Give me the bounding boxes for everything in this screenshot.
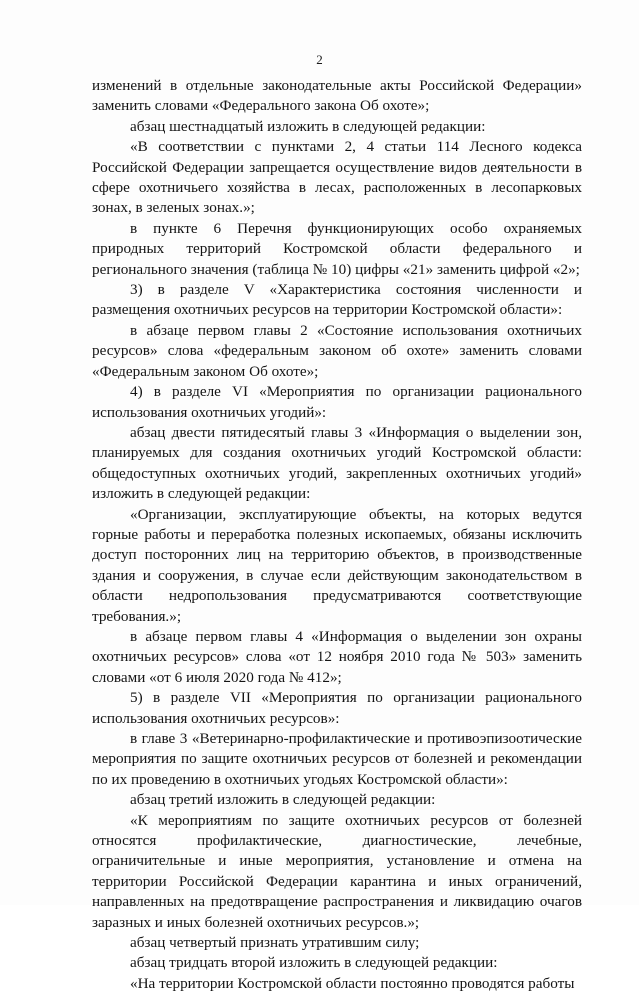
paragraph: абзац двести пятидесятый главы 3 «Информация о выделении зон, планируемых для создания охотничьих угодий Костромской области: общедоступных охотничьих угодий, закрепленных охотничьих угодий» изложить в следующей редакции:	[92, 423, 582, 503]
paragraph: абзац тридцать второй изложить в следующей редакции:	[130, 954, 498, 972]
paragraph: 4) в разделе VI «Мероприятия по организации рационального использования охотничьих угодий»:	[92, 383, 582, 421]
page-number: 2	[316, 52, 323, 67]
paragraph: «К мероприятиям по защите охотничьих ресурсов от болезней относятся профилактические, диагностические, лечебные, ограничительные и иные мероприятия, установление и отмена на территории Российской Федерации карантина и иных ограничений, направленных на предотвращение распространения и ликвидацию очагов заразных и иных болезней охотничьих ресурсов.»;	[92, 811, 582, 931]
paragraph: в пункте 6 Перечня функционирующих особо охраняемых природных территорий Костромской области федерального и регионального значения (таблица № 10) цифры «21» заменить цифрой «2»;	[92, 219, 582, 278]
paragraph: 5) в разделе VII «Мероприятия по организации рационального использования охотничьих ресурсов»:	[92, 689, 582, 727]
paragraph: изменений в отдельные законодательные акты Российской Федерации» заменить словами «Федерального закона Об охоте»;	[92, 77, 582, 115]
document-body	[92, 76, 582, 994]
paragraph: абзац четвертый признать утратившим силу;	[130, 934, 420, 952]
paragraph: в главе 3 «Ветеринарно-профилактические и противоэпизоотические мероприятия по защите охотничьих ресурсов от болезней и рекомендации по их проведению в охотничьих угодьях Костромской области»:	[92, 730, 582, 788]
paragraph: 3) в разделе V «Характеристика состояния численности и размещения охотничьих ресурсов на территории Костромской области»:	[92, 281, 582, 319]
paragraph: «На территории Костромской области постоянно проводятся работы	[130, 974, 575, 992]
paragraph: абзац третий изложить в следующей редакции:	[130, 791, 436, 809]
paragraph: абзац шестнадцатый изложить в следующей редакции:	[130, 117, 486, 135]
paragraph: в абзаце первом главы 2 «Состояние использования охотничьих ресурсов» слова «федеральным законом об охоте» заменить словами «Федеральным законом Об охоте»;	[92, 321, 582, 380]
paragraph: «Организации, эксплуатирующие объекты, на которых ведутся горные работы и переработка полезных ископаемых, обязаны исключить доступ посторонних лиц на территорию объектов, в производственные здания и сооружения, в случае если действующим законодательством в области недропользования предусматриваются соответствующие требования.»;	[92, 505, 582, 625]
paragraph: в абзаце первом главы 4 «Информация о выделении зон охраны охотничьих ресурсов» слова «от 12 ноября 2010 года № 503» заменить словами «от 6 июля 2020 года № 412»;	[92, 627, 582, 686]
paragraph: «В соответствии с пунктами 2, 4 статьи 114 Лесного кодекса Российской Федерации запрещается осуществление видов деятельности в сфере охотничьего хозяйства в лесах, расположенных в лесопарковых зонах, в зеленых зонах.»;	[92, 138, 582, 217]
